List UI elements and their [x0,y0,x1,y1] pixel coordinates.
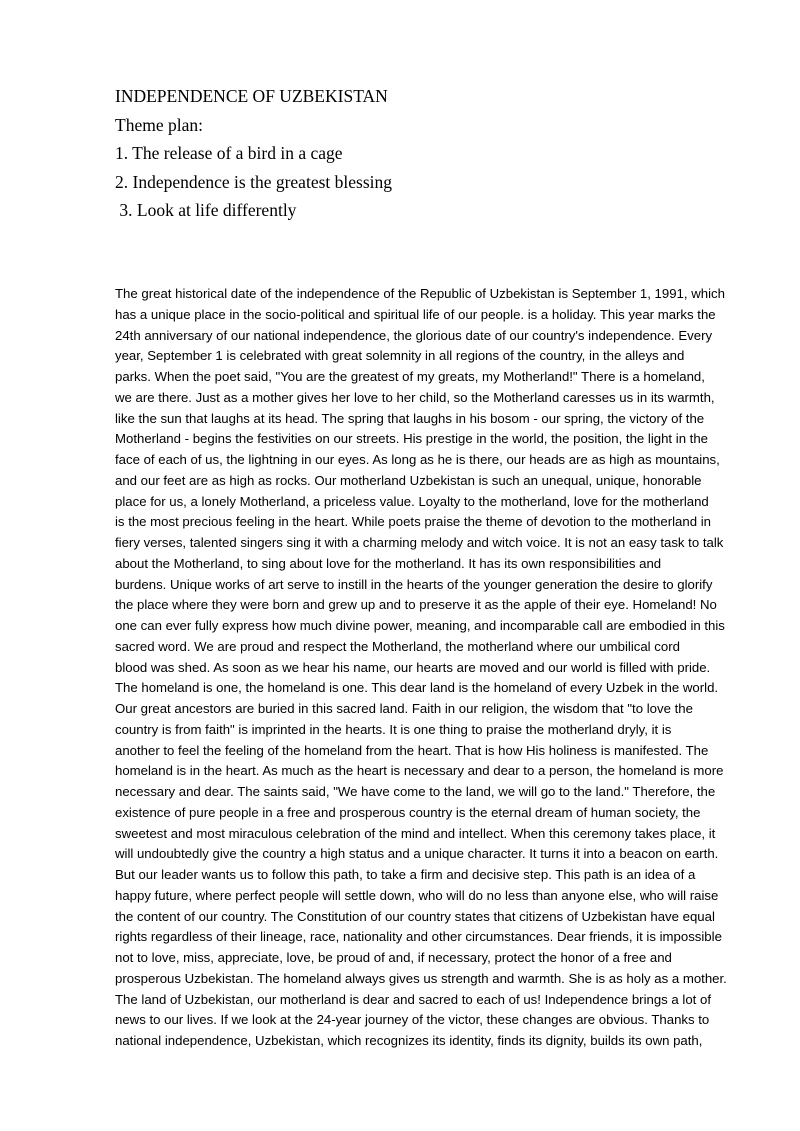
essay-line: has a unique place in the socio-political and spiritual life of our people. is a holiday. This year marks the [115,306,716,322]
essay-line: 24th anniversary of our national independence, the glorious date of our country's independence. Every [115,327,713,343]
essay-line: the place where they were born and grew up and to preserve it as the apple of their eye. Homeland! No [115,597,717,613]
essay-line: Motherland - begins the festivities on our streets. His prestige in the world, the position, the light in the [115,431,709,447]
essay-line: not to love, miss, appreciate, love, be proud of and, if necessary, protect the honor of a free and [115,950,672,965]
theme-plan-item: 3. Look at life differently [115,200,297,220]
essay-line: sweetest and most miraculous celebration of the mind and intellect. When this ceremony takes place, it [115,825,716,841]
theme-plan-item: 1. The release of a bird in a cage [115,143,343,163]
essay-line: national independence, Uzbekistan, which recognizes its identity, finds its dignity, builds its own path, [115,1033,703,1048]
essay-line: country is from faith" is imprinted in the hearts. It is one thing to praise the motherland dryly, it is [115,721,672,737]
essay-line: rights regardless of their lineage, race, nationality and other circumstances. Dear friends, it is impossible [115,929,722,945]
essay-line: parks. When the poet said, "You are the greatest of my greats, my Motherland!" There is a homeland, [115,369,705,384]
document-header [115,82,715,225]
essay-body [115,284,745,1052]
essay-line: happy future, where perfect people will settle down, who will do no less than anyone else, who will raise [115,887,719,903]
essay-line: burdens. Unique works of art serve to instill in the hearts of the younger generation the desire to glorify [115,576,713,592]
essay-line: homeland is in the heart. As much as the heart is necessary and dear to a person, the homeland is more [115,763,724,779]
essay-line: face of each of us, the lightning in our eyes. As long as he is there, our heads are as high as mountains, [115,452,720,467]
essay-line: news to our lives. If we look at the 24-year journey of the victor, these changes are obvious. Thanks to [115,1012,710,1028]
essay-line: one can ever fully express how much divine power, meaning, and incomparable call are embodied in this [115,618,725,633]
essay-line: But our leader wants us to follow this path, to take a firm and decisive step. This path is an idea of a [115,867,696,882]
theme-plan-heading: Theme plan: [115,114,203,135]
essay-line: is the most precious feeling in the heart. While poets praise the theme of devotion to the motherland in [115,514,711,530]
essay-line: The homeland is one, the homeland is one. This dear land is the homeland of every Uzbek in the world. [115,680,719,696]
essay-line: year, September 1 is celebrated with great solemnity in all regions of the country, in the alleys and [115,348,685,364]
essay-line: The land of Uzbekistan, our motherland is dear and sacred to each of us! Independence brings a lot of [115,991,712,1007]
essay-line: will undoubtedly give the country a high status and a unique character. It turns it into a beacon on earth. [115,846,719,862]
essay-line: and our feet are as high as rocks. Our motherland Uzbekistan is such an unequal, unique, honorable [115,472,702,488]
essay-line: about the Motherland, to sing about love for the motherland. It has its own responsibilities and [115,555,662,571]
theme-plan-item: 2. Independence is the greatest blessing [115,171,392,192]
essay-line: blood was shed. As soon as we hear his name, our hearts are moved and our world is filled with pride. [115,659,711,675]
essay-line: we are there. Just as a mother gives her love to her child, so the Motherland caresses us in its warmth, [115,389,715,405]
essay-line: the content of our country. The Constitution of our country states that citizens of Uzbekistan have equal [115,908,715,924]
essay-line: existence of pure people in a free and prosperous country is the eternal dream of human society, the [115,804,701,820]
document-title: INDEPENDENCE OF UZBEKISTAN [115,86,388,106]
essay-line: Our great ancestors are buried in this sacred land. Faith in our religion, the wisdom that "to love the [115,701,693,716]
essay-line: like the sun that laughs at its head. The spring that laughs in his bosom - our spring, the victory of the [115,410,705,426]
essay-line: place for us, a lonely Motherland, a priceless value. Loyalty to the motherland, love for the motherland [115,493,709,509]
essay-line: prosperous Uzbekistan. The homeland always gives us strength and warmth. She is as holy as a mother. [115,970,727,986]
essay-line: The great historical date of the independence of the Republic of Uzbekistan is September 1, 1991, which [115,286,725,301]
essay-line: necessary and dear. The saints said, "We have come to the land, we will go to the land." Therefore, the [115,784,716,799]
essay-line: fiery verses, talented singers sing it with a charming melody and witch voice. It is not an easy task to talk [115,535,724,550]
essay-line: another to feel the feeling of the homeland from the heart. That is how His holiness is manifested. The [115,742,709,758]
essay-line: sacred word. We are proud and respect the Motherland, the motherland where our umbilical cord [115,638,680,654]
